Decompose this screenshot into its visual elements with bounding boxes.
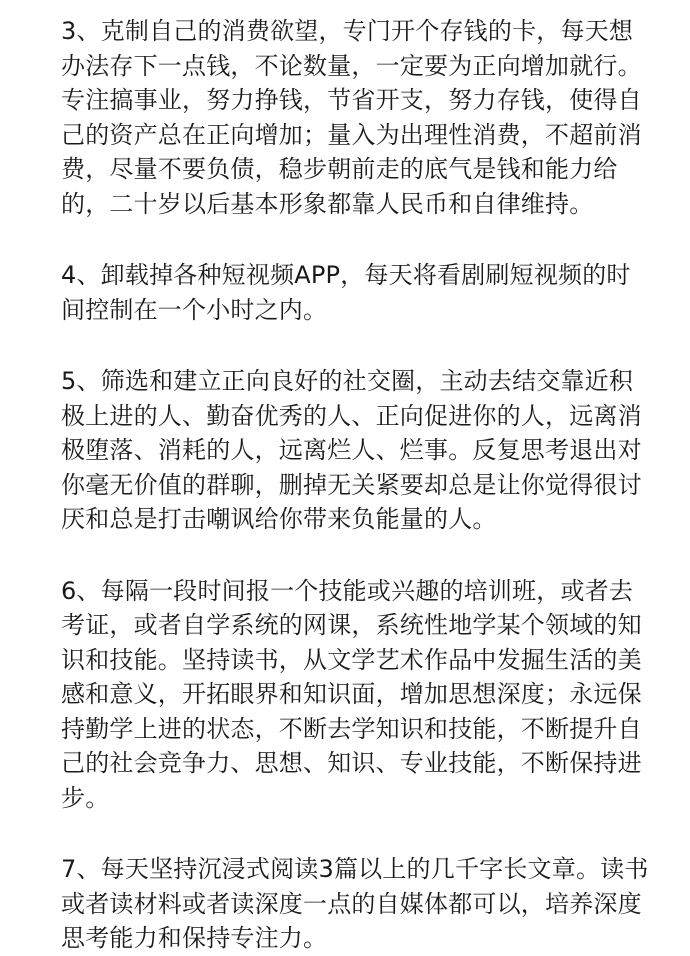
- text-line: 的，二十岁以后基本形象都靠人民币和自律维持。: [61, 189, 594, 218]
- text-line: 4、卸载掉各种短视频APP，每天将看剧刷短视频的时: [61, 261, 631, 289]
- text-line: 己的资产总在正向增加；量入为出理性消费，不超前消: [61, 120, 642, 149]
- text-line: 厌和总是打击嘲讽给你带来负能量的人。: [61, 505, 497, 533]
- text-line: 感和意义，开拓眼界和知识面，增加思想深度；永远保: [61, 680, 642, 708]
- text-line: 步。: [61, 783, 110, 812]
- text-line: 7、每天坚持沉浸式阅读3篇以上的几千字长文章。读书: [61, 855, 649, 883]
- text-line: 识和技能。坚持读书，从文学艺术作品中发掘生活的美: [61, 645, 642, 674]
- paragraph-item-3: [61, 14, 670, 221]
- paragraph-item-7: [61, 852, 670, 956]
- text-line: 5、筛选和建立正向良好的社交圈，主动去结交靠近积: [61, 367, 634, 395]
- text-line: 思考能力和保持专注力。: [61, 924, 328, 952]
- paragraph-item-6: [61, 574, 670, 816]
- text-line: 极上进的人、勤奋优秀的人、正向促进你的人，远离消: [61, 401, 642, 430]
- text-line: 己的社会竞争力、思想、知识、专业技能，不断保持进: [61, 749, 642, 777]
- paragraph-item-4: [61, 258, 670, 327]
- text-line: 3、克制自己的消费欲望，专门开个存钱的卡，每天想: [61, 17, 634, 45]
- paragraph-item-5: [61, 364, 670, 537]
- text-line: 6、每隔一段时间报一个技能或兴趣的培训班，或者去: [61, 576, 634, 605]
- text-line: 极堕落、消耗的人，远离烂人、烂事。反复思考退出对: [61, 436, 642, 464]
- text-line: 专注搞事业，努力挣钱，节省开支，努力存钱，使得自: [61, 86, 642, 114]
- text-line: 办法存下一点钱，不论数量，一定要为正向增加就行。: [61, 51, 642, 80]
- text-line: 间控制在一个小时之内。: [61, 295, 328, 324]
- text-line: 你毫无价值的群聊，删掉无关紧要却总是让你觉得很讨: [61, 470, 642, 499]
- text-line: 或者读材料或者读深度一点的自媒体都可以，培养深度: [61, 889, 642, 918]
- text-line: 持勤学上进的状态，不断去学知识和技能，不断提升自: [61, 714, 642, 743]
- text-line: 考证，或者自学系统的网课，系统性地学某个领域的知: [61, 611, 642, 639]
- text-line: 费，尽量不要负债，稳步朝前走的底气是钱和能力给: [61, 155, 618, 183]
